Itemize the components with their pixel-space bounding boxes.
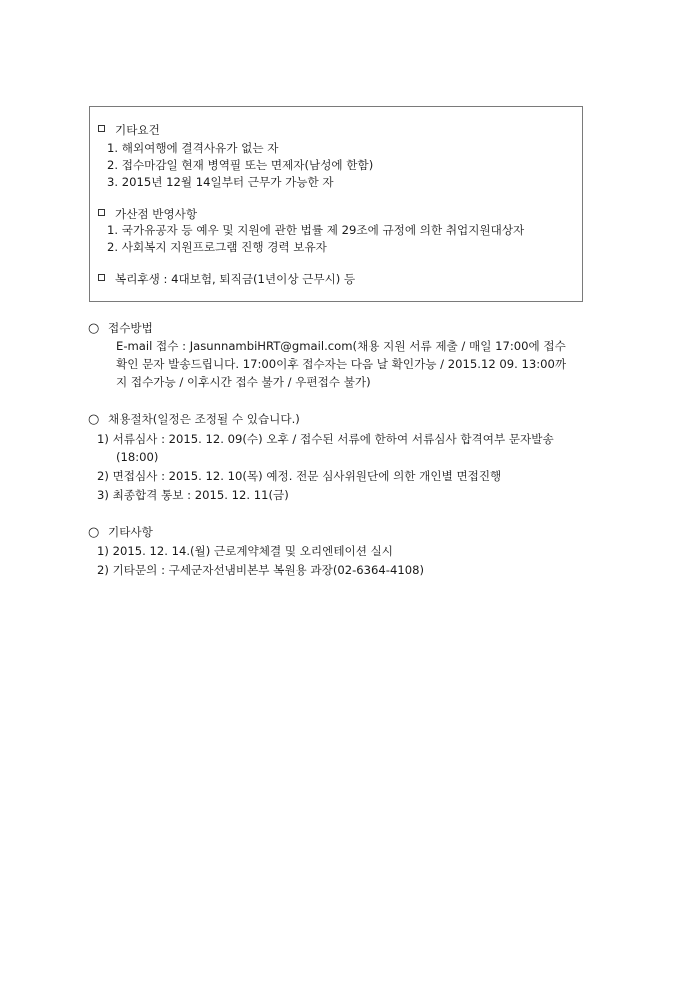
reception-line: 지 접수가능 / 이후시간 접수 불가 / 우편접수 불가): [116, 375, 371, 389]
list-item: 1) 서류심사 : 2015. 12. 09(수) 오후 / 접수된 서류에 한하여 서류심사 합격여부 문자발송: [97, 432, 554, 446]
list-item: 1. 해외여행에 결격사유가 없는 자: [107, 141, 279, 155]
circle-bullet-icon: ○: [88, 525, 100, 540]
reception-line: 확인 문자 발송드립니다. 17:00이후 접수자는 다음 날 확인가능 / 2015.12 09. 13:00까: [116, 357, 567, 371]
circle-bullet-icon: ○: [88, 321, 100, 336]
list-item: 3. 2015년 12월 14일부터 근무가 가능한 자: [107, 175, 334, 189]
list-item: 2. 사회복지 지원프로그램 진행 경력 보유자: [107, 240, 327, 254]
square-bullet-icon: [98, 125, 105, 132]
square-bullet-icon: [98, 209, 105, 216]
circle-bullet-icon: ○: [88, 412, 100, 427]
list-item: 1. 국가유공자 등 예우 및 지원에 관한 법률 제 29조에 규정에 의한 취업지원대상자: [107, 223, 525, 237]
list-item: 2) 면접심사 : 2015. 12. 10(목) 예정. 전문 심사위원단에 의한 개인별 면접진행: [97, 469, 502, 483]
section-bonus-points-title: 가산점 반영사항: [98, 206, 197, 222]
list-item: 3) 최종합격 통보 : 2015. 12. 11(금): [97, 488, 289, 502]
section-benefits: 복리후생 : 4대보험, 퇴직금(1년이상 근무시) 등: [98, 271, 355, 287]
list-item: (18:00): [116, 450, 159, 464]
square-bullet-icon: [98, 274, 105, 281]
section-procedure-title: ○ 채용절차(일정은 조정될 수 있습니다.): [88, 412, 300, 427]
section-etc-title: ○ 기타사항: [88, 525, 153, 540]
list-item: 2. 접수마감일 현재 병역필 또는 면제자(남성에 한함): [107, 158, 374, 172]
reception-line: E-mail 접수 : JasunnambiHRT@gmail.com(채용 지원 서류 제출 / 매일 17:00에 접수: [116, 339, 566, 353]
list-item: 1) 2015. 12. 14.(월) 근로계약체결 및 오리엔테이션 실시: [97, 544, 394, 558]
section-reception-title: ○ 접수방법: [88, 321, 153, 336]
section-other-requirements-title: 기타요건: [98, 122, 160, 138]
list-item: 2) 기타문의 : 구세군자선냄비본부 복원용 과장(02-6364-4108): [97, 563, 425, 577]
